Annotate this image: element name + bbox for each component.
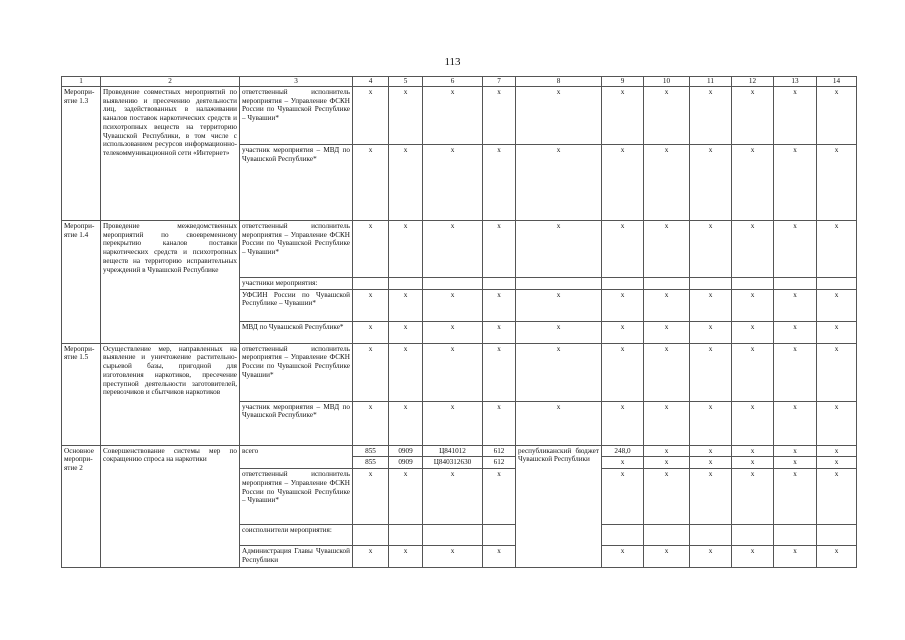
column-header: 12 xyxy=(732,77,774,87)
column-header: 10 xyxy=(644,77,690,87)
column-number-row xyxy=(62,77,857,87)
x-cell: x xyxy=(516,144,602,220)
column-header: 2 xyxy=(101,77,240,87)
x-cell: x xyxy=(732,546,774,568)
budget-code: 0909 xyxy=(389,457,423,469)
x-cell: x xyxy=(732,220,774,277)
budget-code: 612 xyxy=(483,445,516,457)
x-cell: x xyxy=(389,86,423,144)
x-cell: x xyxy=(483,469,516,525)
column-header: 9 xyxy=(602,77,644,87)
x-cell: x xyxy=(353,220,389,277)
x-cell: x xyxy=(690,546,732,568)
program-measures-table xyxy=(61,76,857,568)
x-cell: x xyxy=(732,457,774,469)
x-cell: x xyxy=(353,546,389,568)
column-header: 6 xyxy=(423,77,483,87)
column-header: 14 xyxy=(817,77,857,87)
x-cell: x xyxy=(774,457,817,469)
x-cell: x xyxy=(774,86,817,144)
x-cell: x xyxy=(690,321,732,343)
x-cell: x xyxy=(774,289,817,321)
x-cell: x xyxy=(602,343,644,401)
x-cell: x xyxy=(483,343,516,401)
x-cell: x xyxy=(644,144,690,220)
budget-code: 855 xyxy=(353,445,389,457)
column-header: 5 xyxy=(389,77,423,87)
amount-value: 248,0 xyxy=(602,445,644,457)
x-cell: x xyxy=(732,86,774,144)
x-cell: x xyxy=(644,469,690,525)
x-cell: x xyxy=(644,401,690,445)
budget-code: 855 xyxy=(353,457,389,469)
x-cell: x xyxy=(644,457,690,469)
x-cell: x xyxy=(732,445,774,457)
x-cell: x xyxy=(817,457,857,469)
x-cell: x xyxy=(353,289,389,321)
x-cell: x xyxy=(690,86,732,144)
x-cell: x xyxy=(423,289,483,321)
x-cell: x xyxy=(817,343,857,401)
x-cell: x xyxy=(774,343,817,401)
measure-description: Совершенствование системы мер по сокращению спроса на наркотики xyxy=(101,445,240,568)
x-cell: x xyxy=(516,321,602,343)
participants-label: участники мероприятия: xyxy=(240,277,353,289)
x-cell: x xyxy=(644,343,690,401)
x-cell: x xyxy=(732,469,774,525)
x-cell: x xyxy=(732,289,774,321)
x-cell: x xyxy=(353,321,389,343)
x-cell: x xyxy=(353,469,389,525)
x-cell: x xyxy=(602,321,644,343)
x-cell: x xyxy=(732,401,774,445)
x-cell: x xyxy=(774,469,817,525)
x-cell: x xyxy=(423,321,483,343)
x-cell: x xyxy=(817,445,857,457)
x-cell: x xyxy=(483,220,516,277)
x-cell: x xyxy=(644,289,690,321)
x-cell: x xyxy=(483,86,516,144)
measure-description: Проведение совместных мероприятий по выявлению и пресечению деятельности лиц, задействованных в налаживании каналов поставок наркотических средств и психотропных веществ на территорию Чувашской Республики, в том числе с использованием ресурсов информационно-телекоммуникационной сети «Интернет» xyxy=(101,86,240,220)
participant: участник мероприятия – МВД по Чувашской Республике* xyxy=(240,401,353,445)
x-cell: x xyxy=(389,220,423,277)
x-cell: x xyxy=(483,144,516,220)
column-header: 4 xyxy=(353,77,389,87)
x-cell: x xyxy=(690,220,732,277)
x-cell: x xyxy=(732,144,774,220)
x-cell: x xyxy=(774,401,817,445)
x-cell: x xyxy=(817,220,857,277)
x-cell: x xyxy=(602,289,644,321)
x-cell: x xyxy=(389,289,423,321)
table-row xyxy=(62,445,857,457)
x-cell: x xyxy=(602,457,644,469)
x-cell: x xyxy=(690,469,732,525)
x-cell: x xyxy=(774,220,817,277)
x-cell: x xyxy=(516,289,602,321)
measure-description: Осуществление мер, направленных на выявление и уничтожение растительно-сырьевой базы, пригодной для изготовления наркотиков, пресечение преступной деятельности заготовителей, перевозчиков и сбытчиков наркотиков xyxy=(101,343,240,445)
table-row xyxy=(62,220,857,277)
budget-code: Ц841012 xyxy=(423,445,483,457)
x-cell: x xyxy=(690,343,732,401)
co-executors-label: соисполнители мероприятия: xyxy=(240,525,353,546)
x-cell: x xyxy=(602,469,644,525)
x-cell: x xyxy=(644,445,690,457)
x-cell: x xyxy=(732,321,774,343)
x-cell: x xyxy=(602,220,644,277)
x-cell: x xyxy=(389,321,423,343)
funding-source: республиканский бюджет Чувашской Республики xyxy=(516,445,602,568)
x-cell: x xyxy=(644,321,690,343)
x-cell: x xyxy=(516,86,602,144)
x-cell: x xyxy=(817,546,857,568)
budget-code: 0909 xyxy=(389,445,423,457)
x-cell: x xyxy=(690,144,732,220)
responsible-executor: ответственный исполнитель мероприятия – Управление ФСКН России по Чувашской Республике – Чувашии* xyxy=(240,86,353,144)
participant: МВД по Чувашской Республике* xyxy=(240,321,353,343)
x-cell: x xyxy=(389,144,423,220)
x-cell: x xyxy=(817,289,857,321)
x-cell: x xyxy=(353,343,389,401)
x-cell: x xyxy=(690,401,732,445)
x-cell: x xyxy=(817,469,857,525)
responsible-executor: ответственный исполнитель мероприятия – Управление ФСКН России по Чувашской Республике – Чувашии* xyxy=(240,220,353,277)
x-cell: x xyxy=(644,220,690,277)
measure-label: Меропри- ятие 1.5 xyxy=(62,343,101,445)
x-cell: x xyxy=(817,401,857,445)
column-header: 7 xyxy=(483,77,516,87)
x-cell: x xyxy=(389,546,423,568)
measure-label: Меропри- ятие 1.4 xyxy=(62,220,101,343)
x-cell: x xyxy=(483,321,516,343)
x-cell: x xyxy=(423,546,483,568)
x-cell: x xyxy=(483,546,516,568)
column-header: 1 xyxy=(62,77,101,87)
column-header: 13 xyxy=(774,77,817,87)
budget-code: 612 xyxy=(483,457,516,469)
x-cell: x xyxy=(644,546,690,568)
x-cell: x xyxy=(732,343,774,401)
x-cell: x xyxy=(516,343,602,401)
x-cell: x xyxy=(389,469,423,525)
x-cell: x xyxy=(774,321,817,343)
x-cell: x xyxy=(423,401,483,445)
x-cell: x xyxy=(602,546,644,568)
responsible-executor: ответственный исполнитель мероприятия – Управление ФСКН России по Чувашской Республике – Чувашии* xyxy=(240,469,353,525)
x-cell: x xyxy=(353,86,389,144)
table-row xyxy=(62,343,857,401)
x-cell: x xyxy=(353,144,389,220)
x-cell: x xyxy=(602,144,644,220)
column-header: 11 xyxy=(690,77,732,87)
x-cell: x xyxy=(423,343,483,401)
x-cell: x xyxy=(774,445,817,457)
measure-label: Основное меропри- ятие 2 xyxy=(62,445,101,568)
x-cell: x xyxy=(817,321,857,343)
x-cell: x xyxy=(644,86,690,144)
x-cell: x xyxy=(423,86,483,144)
x-cell: x xyxy=(389,401,423,445)
participant: участник мероприятия – МВД по Чувашской Республике* xyxy=(240,144,353,220)
x-cell: x xyxy=(423,144,483,220)
measure-label: Меропри- ятие 1.3 xyxy=(62,86,101,220)
total-label: всего xyxy=(240,445,353,469)
x-cell: x xyxy=(817,86,857,144)
x-cell: x xyxy=(483,289,516,321)
x-cell: x xyxy=(423,220,483,277)
x-cell: x xyxy=(602,86,644,144)
x-cell: x xyxy=(389,343,423,401)
x-cell: x xyxy=(423,469,483,525)
x-cell: x xyxy=(774,144,817,220)
measure-description: Проведение межведомственных мероприятий по своевременному перекрытию каналов поставки наркотических средств и психотропных веществ на территорию исправительных учреждений в Чувашской Республике xyxy=(101,220,240,343)
co-executor: Администрация Главы Чувашской Республики xyxy=(240,546,353,568)
x-cell: x xyxy=(690,289,732,321)
x-cell: x xyxy=(602,401,644,445)
column-header: 3 xyxy=(240,77,353,87)
x-cell: x xyxy=(516,401,602,445)
budget-code: Ц840312630 xyxy=(423,457,483,469)
x-cell: x xyxy=(774,546,817,568)
x-cell: x xyxy=(690,445,732,457)
table-row xyxy=(62,86,857,144)
x-cell: x xyxy=(483,401,516,445)
x-cell: x xyxy=(690,457,732,469)
x-cell: x xyxy=(817,144,857,220)
x-cell: x xyxy=(516,220,602,277)
responsible-executor: ответственный исполнитель мероприятия – Управление ФСКН России по Чувашской Республике Чувашии* xyxy=(240,343,353,401)
x-cell: x xyxy=(353,401,389,445)
participant: УФСИН России по Чувашской Республике – Чувашии* xyxy=(240,289,353,321)
page-number: 113 xyxy=(444,56,461,68)
column-header: 8 xyxy=(516,77,602,87)
